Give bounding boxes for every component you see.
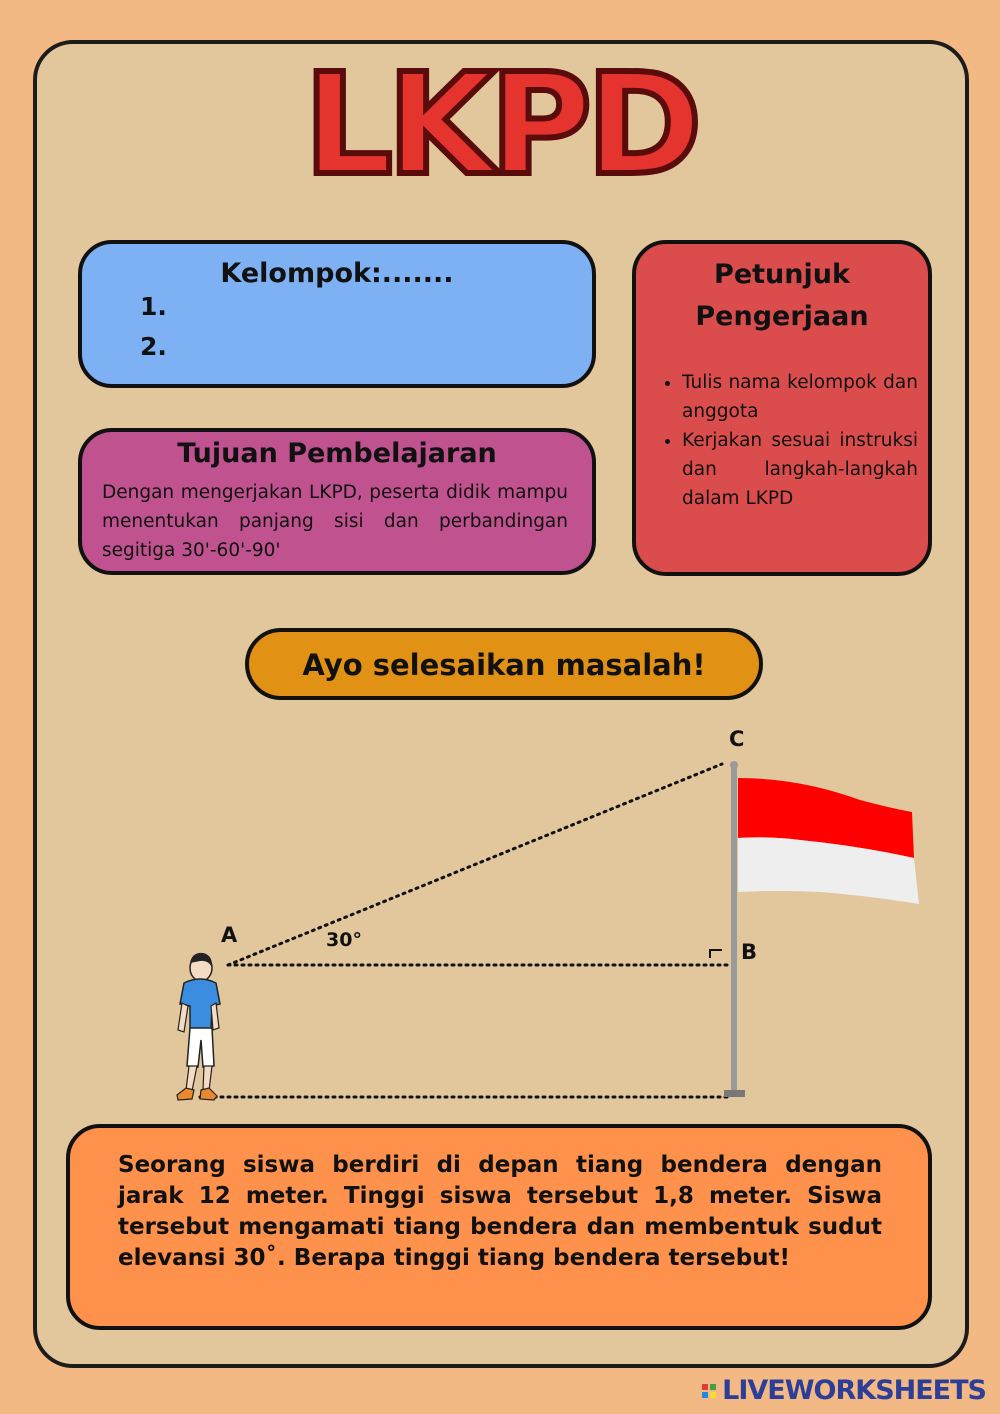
instructions-heading	[636, 254, 928, 338]
problem-text: Seorang siswa berdiri di depan tiang bendera dengan jarak 12 meter. Tinggi siswa tersebut 1,8 meter. Siswa tersebut mengamati tiang bendera dan membentuk sudut elevansi 30˚. Berapa tinggi tiang bendera tersebut!	[118, 1152, 882, 1271]
indonesian-flag-icon	[738, 778, 919, 904]
elevation-diagram	[0, 700, 1000, 1120]
group-member-2: 2.	[140, 332, 167, 361]
group-member-1: 1.	[140, 292, 167, 321]
point-a-label: A	[221, 923, 238, 947]
group-heading: Kelompok:.......	[220, 258, 454, 289]
group-box	[78, 240, 596, 388]
learning-objective-box	[78, 428, 596, 575]
pole-top	[730, 761, 738, 769]
right-angle-mark	[710, 950, 722, 958]
learning-objective-heading: Tujuan Pembelajaran	[177, 438, 497, 469]
activity-label: Ayo selesaikan masalah!	[302, 648, 706, 682]
watermark-text: LIVEWORKSHEETS	[722, 1375, 986, 1406]
watermark	[701, 1375, 986, 1406]
student-figure-icon	[177, 953, 220, 1100]
instructions-heading-line1: Petunjuk	[714, 259, 850, 290]
instructions-box	[632, 240, 932, 576]
page-title: LKPD	[303, 44, 697, 207]
problem-box	[66, 1124, 932, 1330]
point-b-label: B	[741, 940, 758, 964]
pole-base	[724, 1090, 745, 1097]
line-of-sight	[228, 764, 722, 965]
flag-pole	[731, 765, 737, 1095]
point-c-label: C	[729, 727, 745, 751]
liveworksheets-logo-icon	[701, 1383, 719, 1401]
instruction-item: • Kerjakan sesuai instruksi dan langkah-langkah dalam LKPD	[682, 426, 918, 513]
instruction-item: • Tulis nama kelompok dan anggota	[682, 368, 918, 426]
instructions-heading-line2: Pengerjaan	[695, 301, 869, 332]
learning-objective-text: Dengan mengerjakan LKPD, peserta didik mampu menentukan panjang sisi dan perbandingan segitiga 30'-60'-90'	[102, 482, 568, 561]
instructions-list	[656, 368, 918, 513]
activity-banner	[245, 628, 763, 700]
angle-label: 30°	[326, 929, 362, 951]
